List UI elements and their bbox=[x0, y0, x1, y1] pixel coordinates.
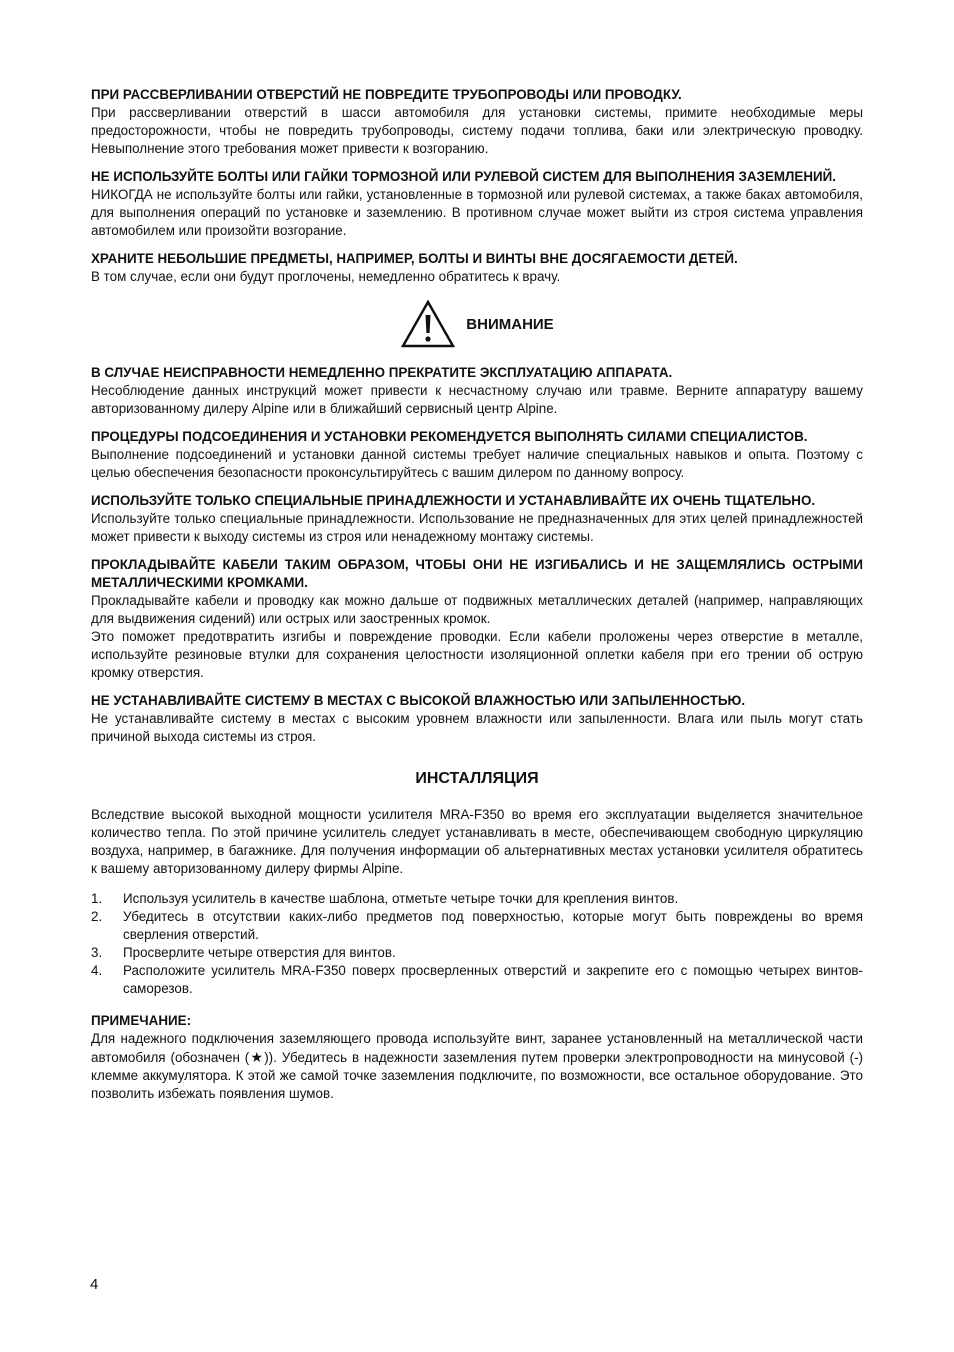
step-number: 2. bbox=[91, 909, 103, 924]
warning-heading: ХРАНИТЕ НЕБОЛЬШИЕ ПРЕДМЕТЫ, НАПРИМЕР, БОЛТЫ И ВИНТЫ ВНЕ ДОСЯГАЕМОСТИ ДЕТЕЙ. bbox=[91, 251, 738, 266]
warning-item-1 bbox=[91, 86, 863, 158]
caution-heading: НЕ УСТАНАВЛИВАЙТЕ СИСТЕМУ В МЕСТАХ С ВЫСОКОЙ ВЛАЖНОСТЬЮ ИЛИ ЗАПЫЛЕННОСТЬЮ. bbox=[91, 693, 746, 708]
caution-heading: В СЛУЧАЕ НЕИСПРАВНОСТИ НЕМЕДЛЕННО ПРЕКРАТИТЕ ЭКСПЛУАТАЦИЮ АППАРАТА. bbox=[91, 365, 673, 380]
warning-body: НИКОГДА не используйте болты или гайки, установленные в тормозной или рулевой системах, а также баках автомобиля, для выполнения операций по установке и заземлению. В противном случае может выйти из строя система управления автомобилем или произойти возгорание. bbox=[91, 187, 863, 238]
caution-item-2 bbox=[91, 428, 863, 482]
caution-body: Используйте только специальные принадлежности. Использование не предназначенных для этих целей принадлежностей может привести к выходу системы из строя или ненадежному монтажу системы. bbox=[91, 511, 863, 544]
caution-body-continued: Это поможет предотвратить изгибы и повреждение проводки. Если кабели проложены через отверстие в металле, используйте резиновые втулки для сохранения целостности изоляционной оплетки кабеля при его трении об острую кромку отверстия. bbox=[91, 629, 863, 680]
caution-heading: ПРОКЛАДЫВАЙТЕ КАБЕЛИ ТАКИМ ОБРАЗОМ, ЧТОБЫ ОНИ НЕ ИЗГИБАЛИСЬ И НЕ ЗАЩЕМЛЯЛИСЬ ОСТРЫМИ МЕТАЛЛИЧЕСКИМИ КРОМКАМИ. bbox=[91, 557, 863, 590]
step-number: 1. bbox=[91, 891, 103, 906]
warning-item-2 bbox=[91, 168, 863, 240]
warning-heading: ПРИ РАССВЕРЛИВАНИИ ОТВЕРСТИЙ НЕ ПОВРЕДИТЕ ТРУБОПРОВОДЫ ИЛИ ПРОВОДКУ. bbox=[91, 87, 682, 102]
step-number: 4. bbox=[91, 963, 103, 978]
step-text: Расположите усилитель MRA-F350 поверх просверленных отверстий и закрепите его с помощью четырех винтов-саморезов. bbox=[123, 963, 863, 996]
list-item bbox=[91, 944, 863, 962]
caution-item-4 bbox=[91, 556, 863, 682]
caution-heading: ИСПОЛЬЗУЙТЕ ТОЛЬКО СПЕЦИАЛЬНЫЕ ПРИНАДЛЕЖНОСТИ И УСТАНАВЛИВАЙТЕ ИХ ОЧЕНЬ ТЩАТЕЛЬНО. bbox=[91, 493, 816, 508]
step-text: Убедитесь в отсутствии каких-либо предметов под поверхностью, которые могут быть повреждены во время сверления отверстий. bbox=[123, 909, 863, 942]
warning-body: В том случае, если они будут проглочены, немедленно обратитесь к врачу. bbox=[91, 269, 561, 284]
list-item bbox=[91, 908, 863, 944]
installation-title: ИНСТАЛЛЯЦИЯ bbox=[415, 770, 539, 787]
caution-body: Прокладывайте кабели и проводку как можно дальше от подвижных металлических деталей (например, направляющих для выдвижения сидений) или острых или заостренных кромок. bbox=[91, 593, 863, 626]
step-text: Просверлите четыре отверстия для винтов. bbox=[123, 945, 396, 960]
warning-item-3 bbox=[91, 250, 863, 286]
page-number: 4 bbox=[90, 1276, 99, 1293]
warning-body: При рассверливании отверстий в шасси автомобиля для установки системы, примите необходимые меры предосторожности, чтобы не повредить трубопроводы, систему подачи топлива, баки или электрическую проводку. Невыполнение этого требования может привести к возгоранию. bbox=[91, 105, 863, 156]
note-heading: ПРИМЕЧАНИЕ: bbox=[91, 1013, 192, 1028]
note bbox=[91, 1012, 863, 1103]
caution-item-5 bbox=[91, 692, 863, 746]
warning-heading: НЕ ИСПОЛЬЗУЙТЕ БОЛТЫ ИЛИ ГАЙКИ ТОРМОЗНОЙ ИЛИ РУЛЕВОЙ СИСТЕМ ДЛЯ ВЫПОЛНЕНИЯ ЗАЗЕМЛЕНИЙ. bbox=[91, 169, 837, 184]
step-number: 3. bbox=[91, 945, 103, 960]
installation-steps bbox=[91, 890, 863, 998]
caution-header bbox=[91, 296, 863, 352]
star-icon: ★ bbox=[249, 1049, 265, 1065]
note-text-after: )). Убедитесь в надежности заземления путем проверки электропроводности на минусовой (-) клемме аккумулятора. К этой же самой точке заземления подключите, по возможности, все остальное оборудование. Это позволить избежать появления шумов. bbox=[91, 1050, 863, 1101]
note-body bbox=[91, 1030, 863, 1103]
caution-title: ВНИМАНИЕ bbox=[466, 315, 554, 333]
note-text-before: Для надежного подключения заземляющего провода используйте винт, заранее установленный на металлической части автомобиля (обозначен ( bbox=[91, 1031, 863, 1065]
caution-body: Выполнение подсоединений и установки данной системы требует наличие специальных навыков и опыта. Поэтому с целью обеспечения безопасности проконсультируйтесь с вашим дилером по данному вопросу. bbox=[91, 447, 863, 480]
document-page bbox=[91, 86, 863, 1113]
caution-item-3 bbox=[91, 492, 863, 546]
caution-body: Не устанавливайте систему в местах с высоким уровнем влажности или запыленности. Влага или пыль могут стать причиной выхода системы из строя. bbox=[91, 711, 863, 744]
step-text: Используя усилитель в качестве шаблона, отметьте четыре точки для крепления винтов. bbox=[123, 891, 679, 906]
installation-intro: Вследствие высокой выходной мощности усилителя MRA-F350 во время его эксплуатации выделяется значительное количество тепла. По этой причине усилитель следует устанавливать в месте, обеспечивающем свободную циркуляцию воздуха, например, в багажнике. Для получения информации об альтернативных местах установки усилителя обратитесь к вашему авторизованному дилеру фирмы Alpine. bbox=[91, 807, 863, 876]
caution-heading: ПРОЦЕДУРЫ ПОДСОЕДИНЕНИЯ И УСТАНОВКИ РЕКОМЕНДУЕТСЯ ВЫПОЛНЯТЬ СИЛАМИ СПЕЦИАЛИСТОВ. bbox=[91, 429, 808, 444]
caution-body: Несоблюдение данных инструкций может привести к несчастному случаю или травме. Верните аппаратуру вашему авторизованному дилеру Alpine или в ближайший сервисный центр Alpine. bbox=[91, 383, 863, 416]
list-item bbox=[91, 962, 863, 998]
list-item bbox=[91, 890, 863, 908]
warning-triangle-icon bbox=[400, 299, 456, 349]
caution-item-1 bbox=[91, 364, 863, 418]
